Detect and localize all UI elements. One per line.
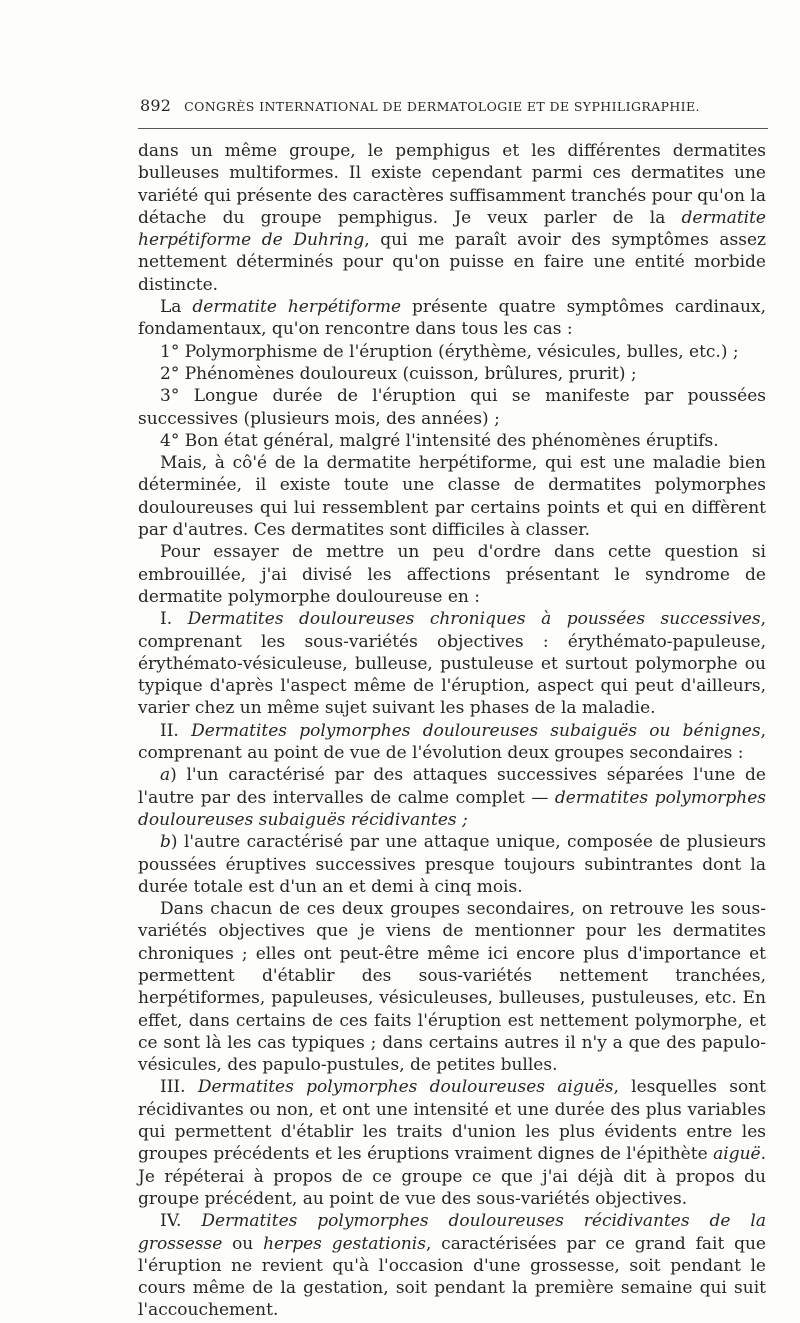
paragraph: Mais, à cô'é de la dermatite herpétiforme, qui est une maladie bien déterminée, il existe toute une classe de dermatites polymorphes douloureuses qui lui ressemblent par certains points et qui en diffèrent par d'autres. Ces dermatites sont difficiles à classer. bbox=[138, 453, 766, 541]
paragraph: La dermatite herpétiforme présente quatre symptômes cardinaux, fondamentaux, qu'on rencontre dans tous les cas : bbox=[138, 297, 766, 340]
list-item: 1° Polymorphisme de l'éruption (érythème, vésicules, bulles, etc.) ; bbox=[160, 341, 739, 362]
paragraph: dans un même groupe, le pemphigus et les différentes dermatites bulleuses multiformes. Il existe cependant parmi ces dermatites une variété qui présente des caractères suffisamment tranchés pour qu'on la détache du groupe pemphigus. Je veux parler de la dermatite herpétiforme de Duhring, qui me paraît avoir des symptômes assez nettement déterminés pour qu'on puisse en faire une entité morbide distincte. bbox=[138, 141, 766, 295]
list-item: 2° Phénomènes douloureux (cuisson, brûlures, prurit) ; bbox=[160, 363, 637, 384]
header-rule bbox=[138, 128, 768, 129]
running-title: CONGRÈS INTERNATIONAL DE DERMATOLOGIE ET DE SYPHILIGRAPHIE. bbox=[184, 99, 700, 114]
list-item: 3° Longue durée de l'éruption qui se manifeste par poussées successives (plusieurs mois, des années) ; bbox=[138, 386, 766, 429]
running-header bbox=[140, 96, 780, 115]
subsection-b: b) l'autre caractérisé par une attaque unique, composée de plusieurs poussées éruptives successives presque toujours subintrantes dont la durée totale est d'un an et demi à cinq mois. bbox=[138, 832, 766, 897]
subsection-a: a) l'un caractérisé par des attaques successives séparées l'une de l'autre par des intervalles de calme complet — dermatites polymorphes douloureuses subaiguës récidivantes ; bbox=[138, 765, 766, 830]
list-item: 4° Bon état général, malgré l'intensité des phénomènes éruptifs. bbox=[160, 430, 719, 451]
section-iii: III. Dermatites polymorphes douloureuses aiguës, lesquelles sont récidivantes ou non, et ont une intensité et une durée des plus variables qui permettent d'établir les traits d'union les plus évidents entre les groupes précédents et les éruptions vraiment dignes de l'épithète aiguë. Je répéterai à propos de ce groupe ce que j'ai déjà dit à propos du groupe précédent, au point de vue des sous-variétés objectives. bbox=[138, 1077, 766, 1209]
section-i: I. Dermatites douloureuses chroniques à poussées successives, comprenant les sous-variétés objectives : érythémato-papuleuse, érythémato-vésiculeuse, bulleuse, pustuleuse et surtout polymorphe ou typique d'après l'aspect même de l'éruption, aspect qui peut d'ailleurs, varier chez un même sujet suivant les phases de la maladie. bbox=[138, 609, 766, 719]
section-ii: II. Dermatites polymorphes douloureuses subaiguës ou bénignes, comprenant au point de vue de l'évolution deux groupes secondaires : bbox=[138, 720, 766, 764]
paragraph: Pour essayer de mettre un peu d'ordre dans cette question si embrouillée, j'ai divisé les affections présentant le syndrome de dermatite polymorphe douloureuse en : bbox=[138, 542, 766, 607]
section-iv: IV. Dermatites polymorphes douloureuses récidivantes de la grossesse ou herpes gestationis, caractérisées par ce grand fait que l'éruption ne revient qu'à l'occasion d'une grossesse, soit pendant le cours même de la gestation, soit pendant la première semaine qui suit l'accouchement. bbox=[138, 1211, 766, 1321]
paragraph: Dans chacun de ces deux groupes secondaires, on retrouve les sous-variétés objectives que je viens de mentionner pour les dermatites chroniques ; elles ont peut-être même ici encore plus d'importance et permettent d'établir des sous-variétés nettement tranchées, herpétiformes, papuleuses, vésiculeuses, bulleuses, pustuleuses, etc. En effet, dans certains de ces faits l'éruption est nettement polymorphe, et ce sont là les cas typiques ; dans certains autres il n'y a que des papulo-vésicules, des papulo-pustules, de petites bulles. bbox=[138, 899, 766, 1076]
page-number: 892 bbox=[140, 96, 172, 115]
body-text bbox=[138, 140, 766, 1322]
